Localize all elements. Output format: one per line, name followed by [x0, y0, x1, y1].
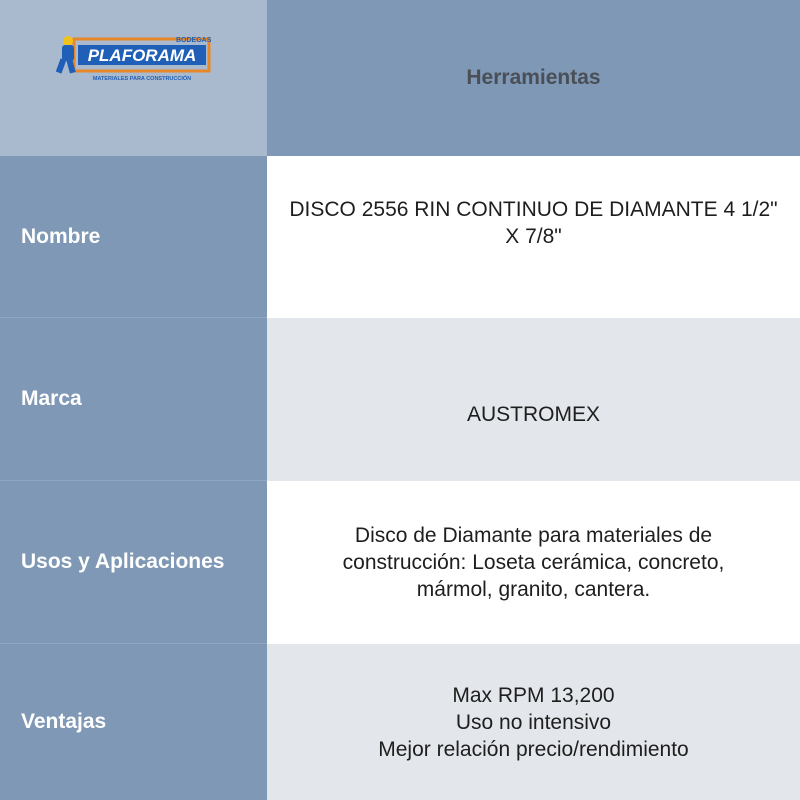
worker-icon [55, 36, 75, 74]
ventaja-line: Max RPM 13,200 [452, 683, 615, 707]
ventaja-line: Uso no intensivo [455, 710, 612, 734]
svg-text:MATERIALES PARA CONSTRUCCIÓN: MATERIALES PARA CONSTRUCCIÓN [92, 76, 191, 82]
row-label-nombre: Nombre [0, 156, 267, 318]
row-label-usos: Usos y Aplicaciones [0, 481, 267, 644]
row-label-ventajas: Ventajas [0, 644, 267, 800]
row-value-usos: Disco de Diamante para materiales de construcción: Loseta cerámica, concreto, mármol, granito, cantera. [267, 481, 800, 644]
plaforama-logo [54, 33, 214, 87]
svg-text:PLAFORAMA: PLAFORAMA [87, 46, 196, 65]
row-value-marca: AUSTROMEX [267, 318, 800, 481]
row-label-marca: Marca [0, 318, 267, 481]
svg-text:BODEGAS: BODEGAS [175, 37, 211, 44]
ventaja-line: Mejor relación precio/rendimiento [378, 737, 689, 761]
category-title: Herramientas [466, 66, 601, 89]
logo-cell [0, 0, 267, 156]
row-value-nombre: DISCO 2556 RIN CONTINUO DE DIAMANTE 4 1/2" X 7/8" [267, 156, 800, 318]
row-value-ventajas [267, 644, 800, 800]
category-header [267, 0, 800, 156]
